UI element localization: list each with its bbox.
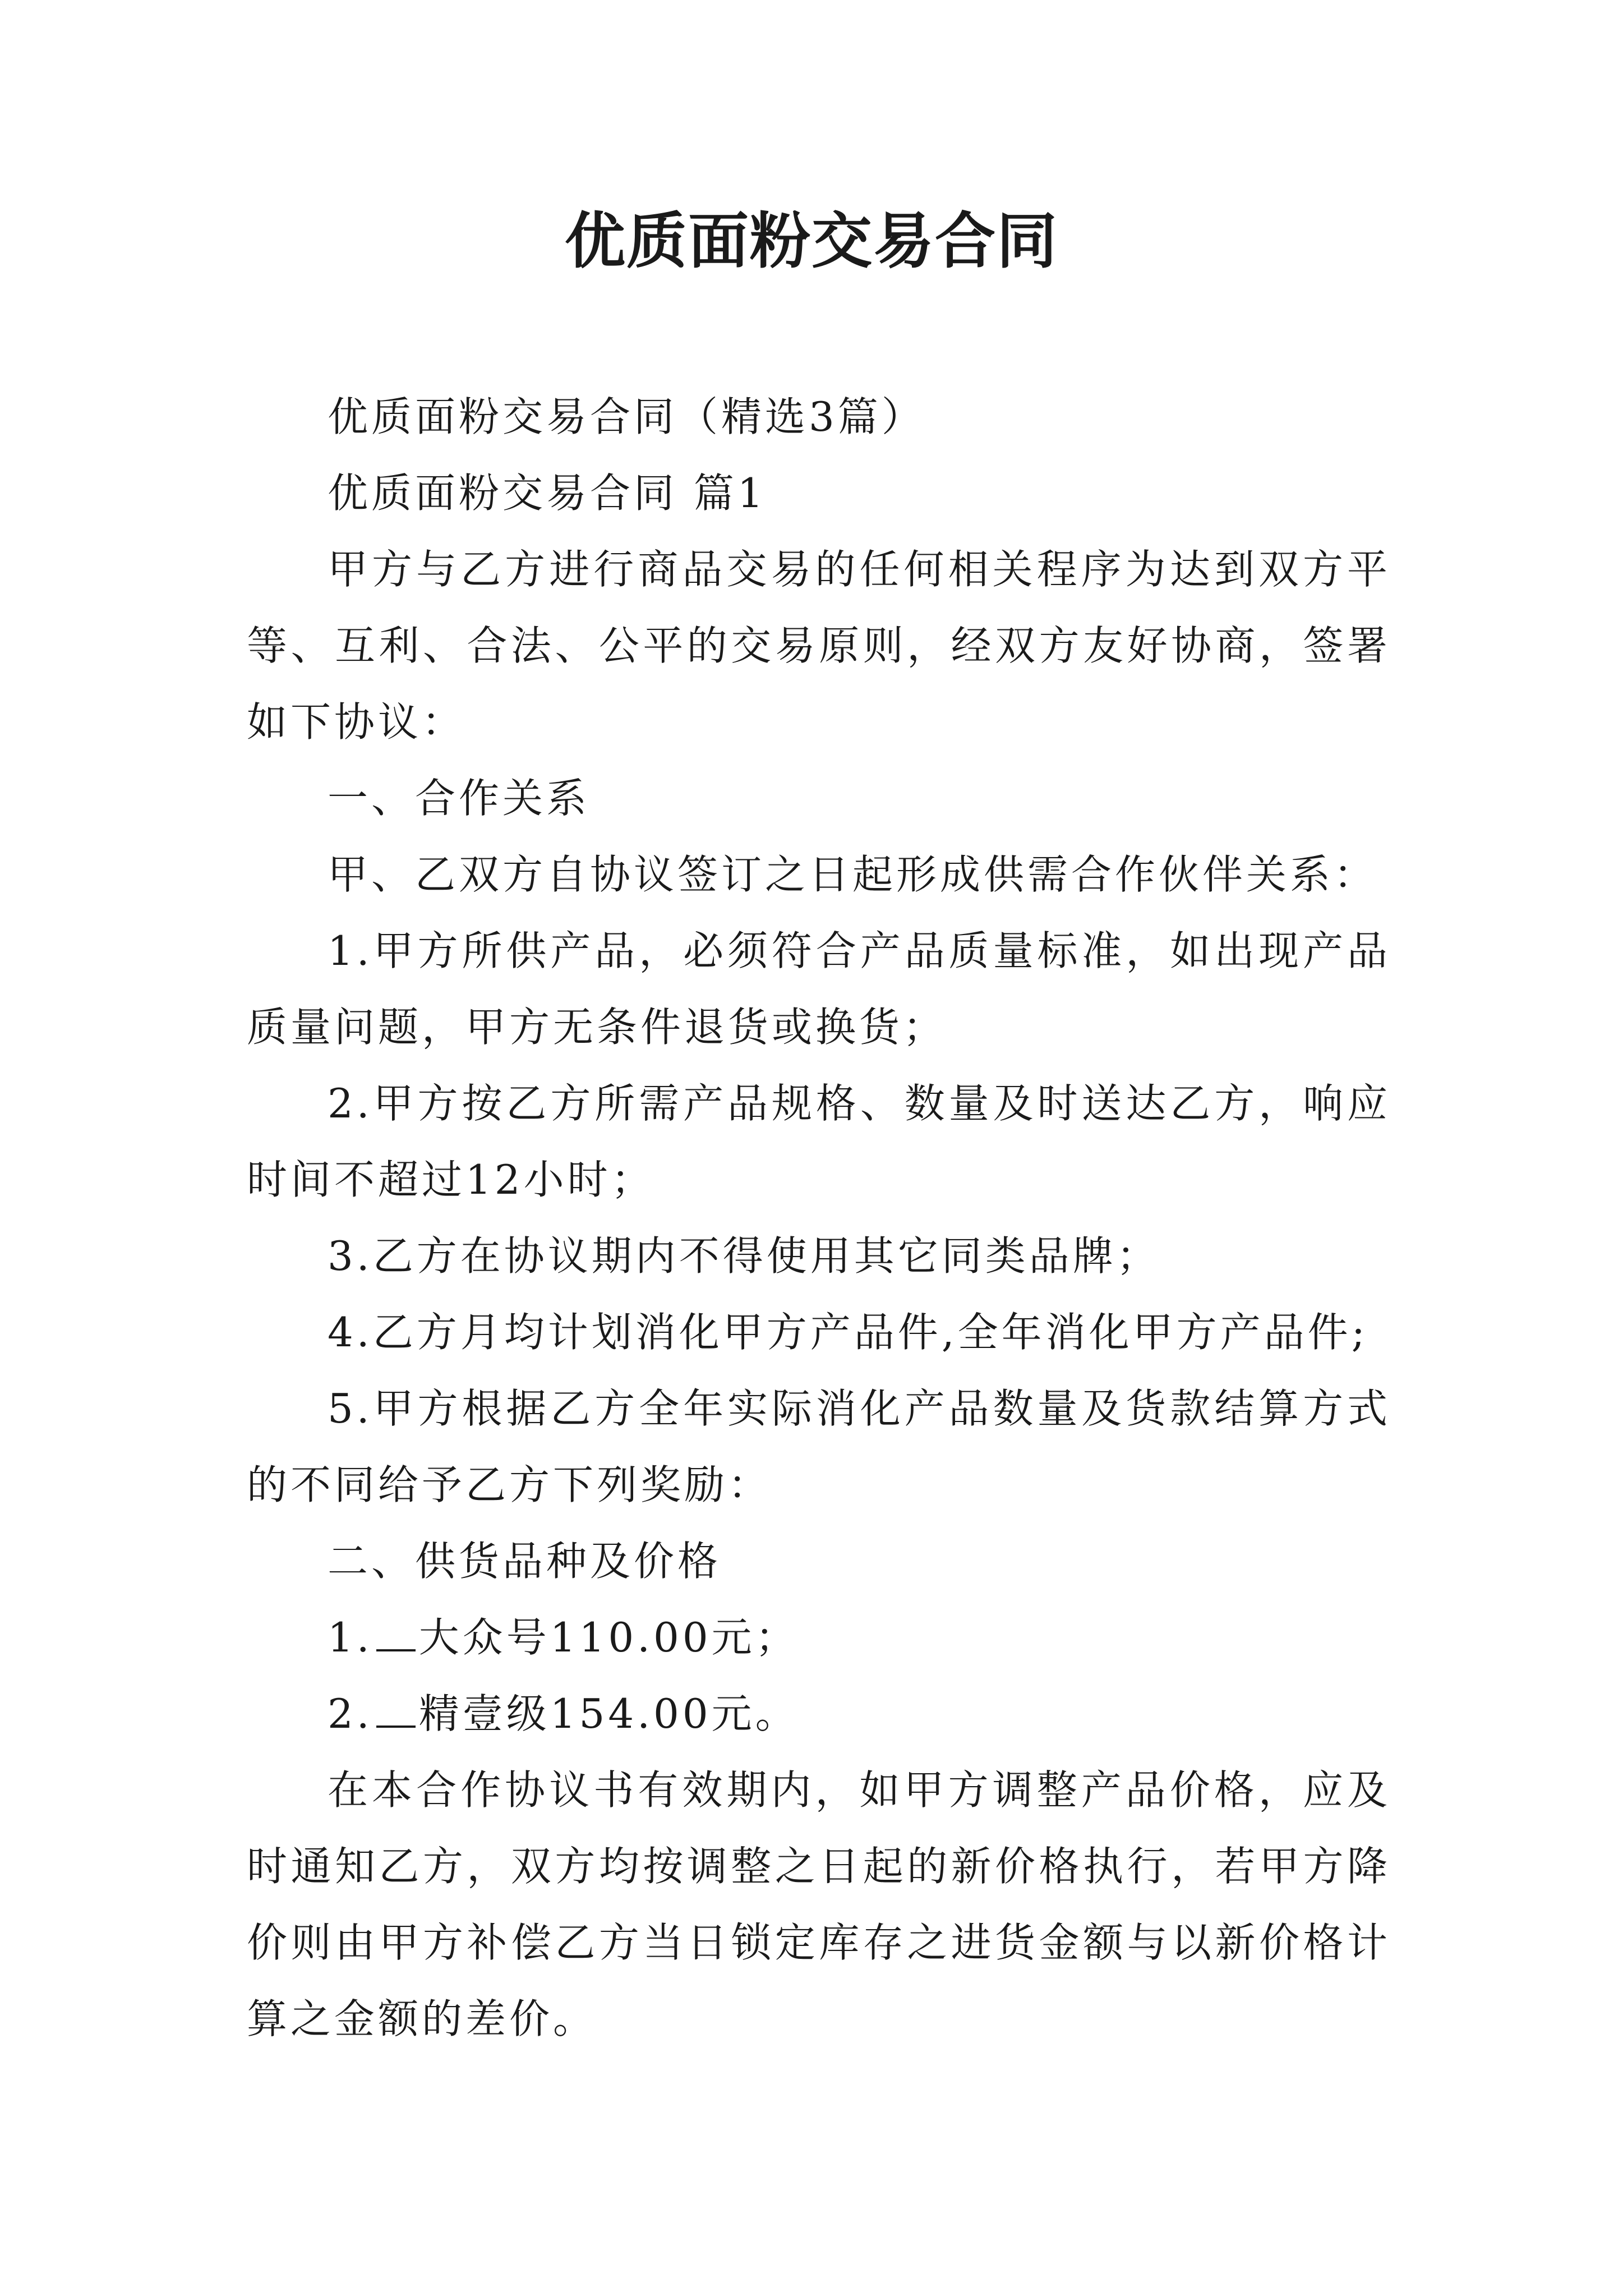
blank-underline — [376, 1726, 416, 1728]
paragraph-subtitle: 优质面粉交易合同（精选3篇） — [328, 393, 925, 440]
document-body — [247, 379, 1391, 2057]
paragraph-clause-1: 1.甲方所供产品，必须符合产品质量标准，如出现产品质量问题，甲方无条件退货或换货； — [247, 927, 1391, 1051]
paragraph-heading-cooperation: 一、合作关系 — [328, 775, 591, 822]
paragraph-section-heading: 优质面粉交易合同 篇1 — [328, 470, 767, 517]
document-title: 优质面粉交易合同 — [564, 206, 1058, 277]
paragraph-price-2 — [247, 1676, 1391, 1752]
paragraph-clause-2: 2.甲方按乙方所需产品规格、数量及时送达乙方，响应时间不超过12小时； — [247, 1080, 1391, 1203]
price-2-number: 2. — [328, 1690, 373, 1737]
price-1-number: 1. — [328, 1614, 373, 1661]
paragraph-intro: 甲方与乙方进行商品交易的任何相关程序为达到双方平等、互利、合法、公平的交易原则，经双方友好协商，签署如下协议： — [247, 546, 1391, 746]
paragraph-clause-4: 4.乙方月均计划消化甲方产品件,全年消化甲方产品件; — [328, 1309, 1368, 1356]
price-1-text: 大众号110.00元； — [418, 1614, 799, 1661]
paragraph-relationship: 甲、乙双方自协议签订之日起形成供需合作伙伴关系： — [328, 851, 1378, 898]
paragraph-clause-3: 3.乙方在协议期内不得使用其它同类品牌； — [328, 1232, 1160, 1280]
paragraph-clause-5: 5.甲方根据乙方全年实际消化产品数量及货款结算方式的不同给予乙方下列奖励： — [247, 1385, 1391, 1508]
blank-underline — [376, 1649, 416, 1651]
paragraph-price-1 — [247, 1599, 1391, 1676]
paragraph-price-adjustment: 在本合作协议书有效期内，如甲方调整产品价格，应及时通知乙方，双方均按调整之日起的新价格执行，若甲方降价则由甲方补偿乙方当日锁定库存之进货金额与以新价格计算之金额的差价。 — [247, 1766, 1391, 2042]
paragraph-heading-products: 二、供货品种及价格 — [328, 1538, 722, 1585]
price-2-text: 精壹级154.00元。 — [418, 1690, 799, 1737]
